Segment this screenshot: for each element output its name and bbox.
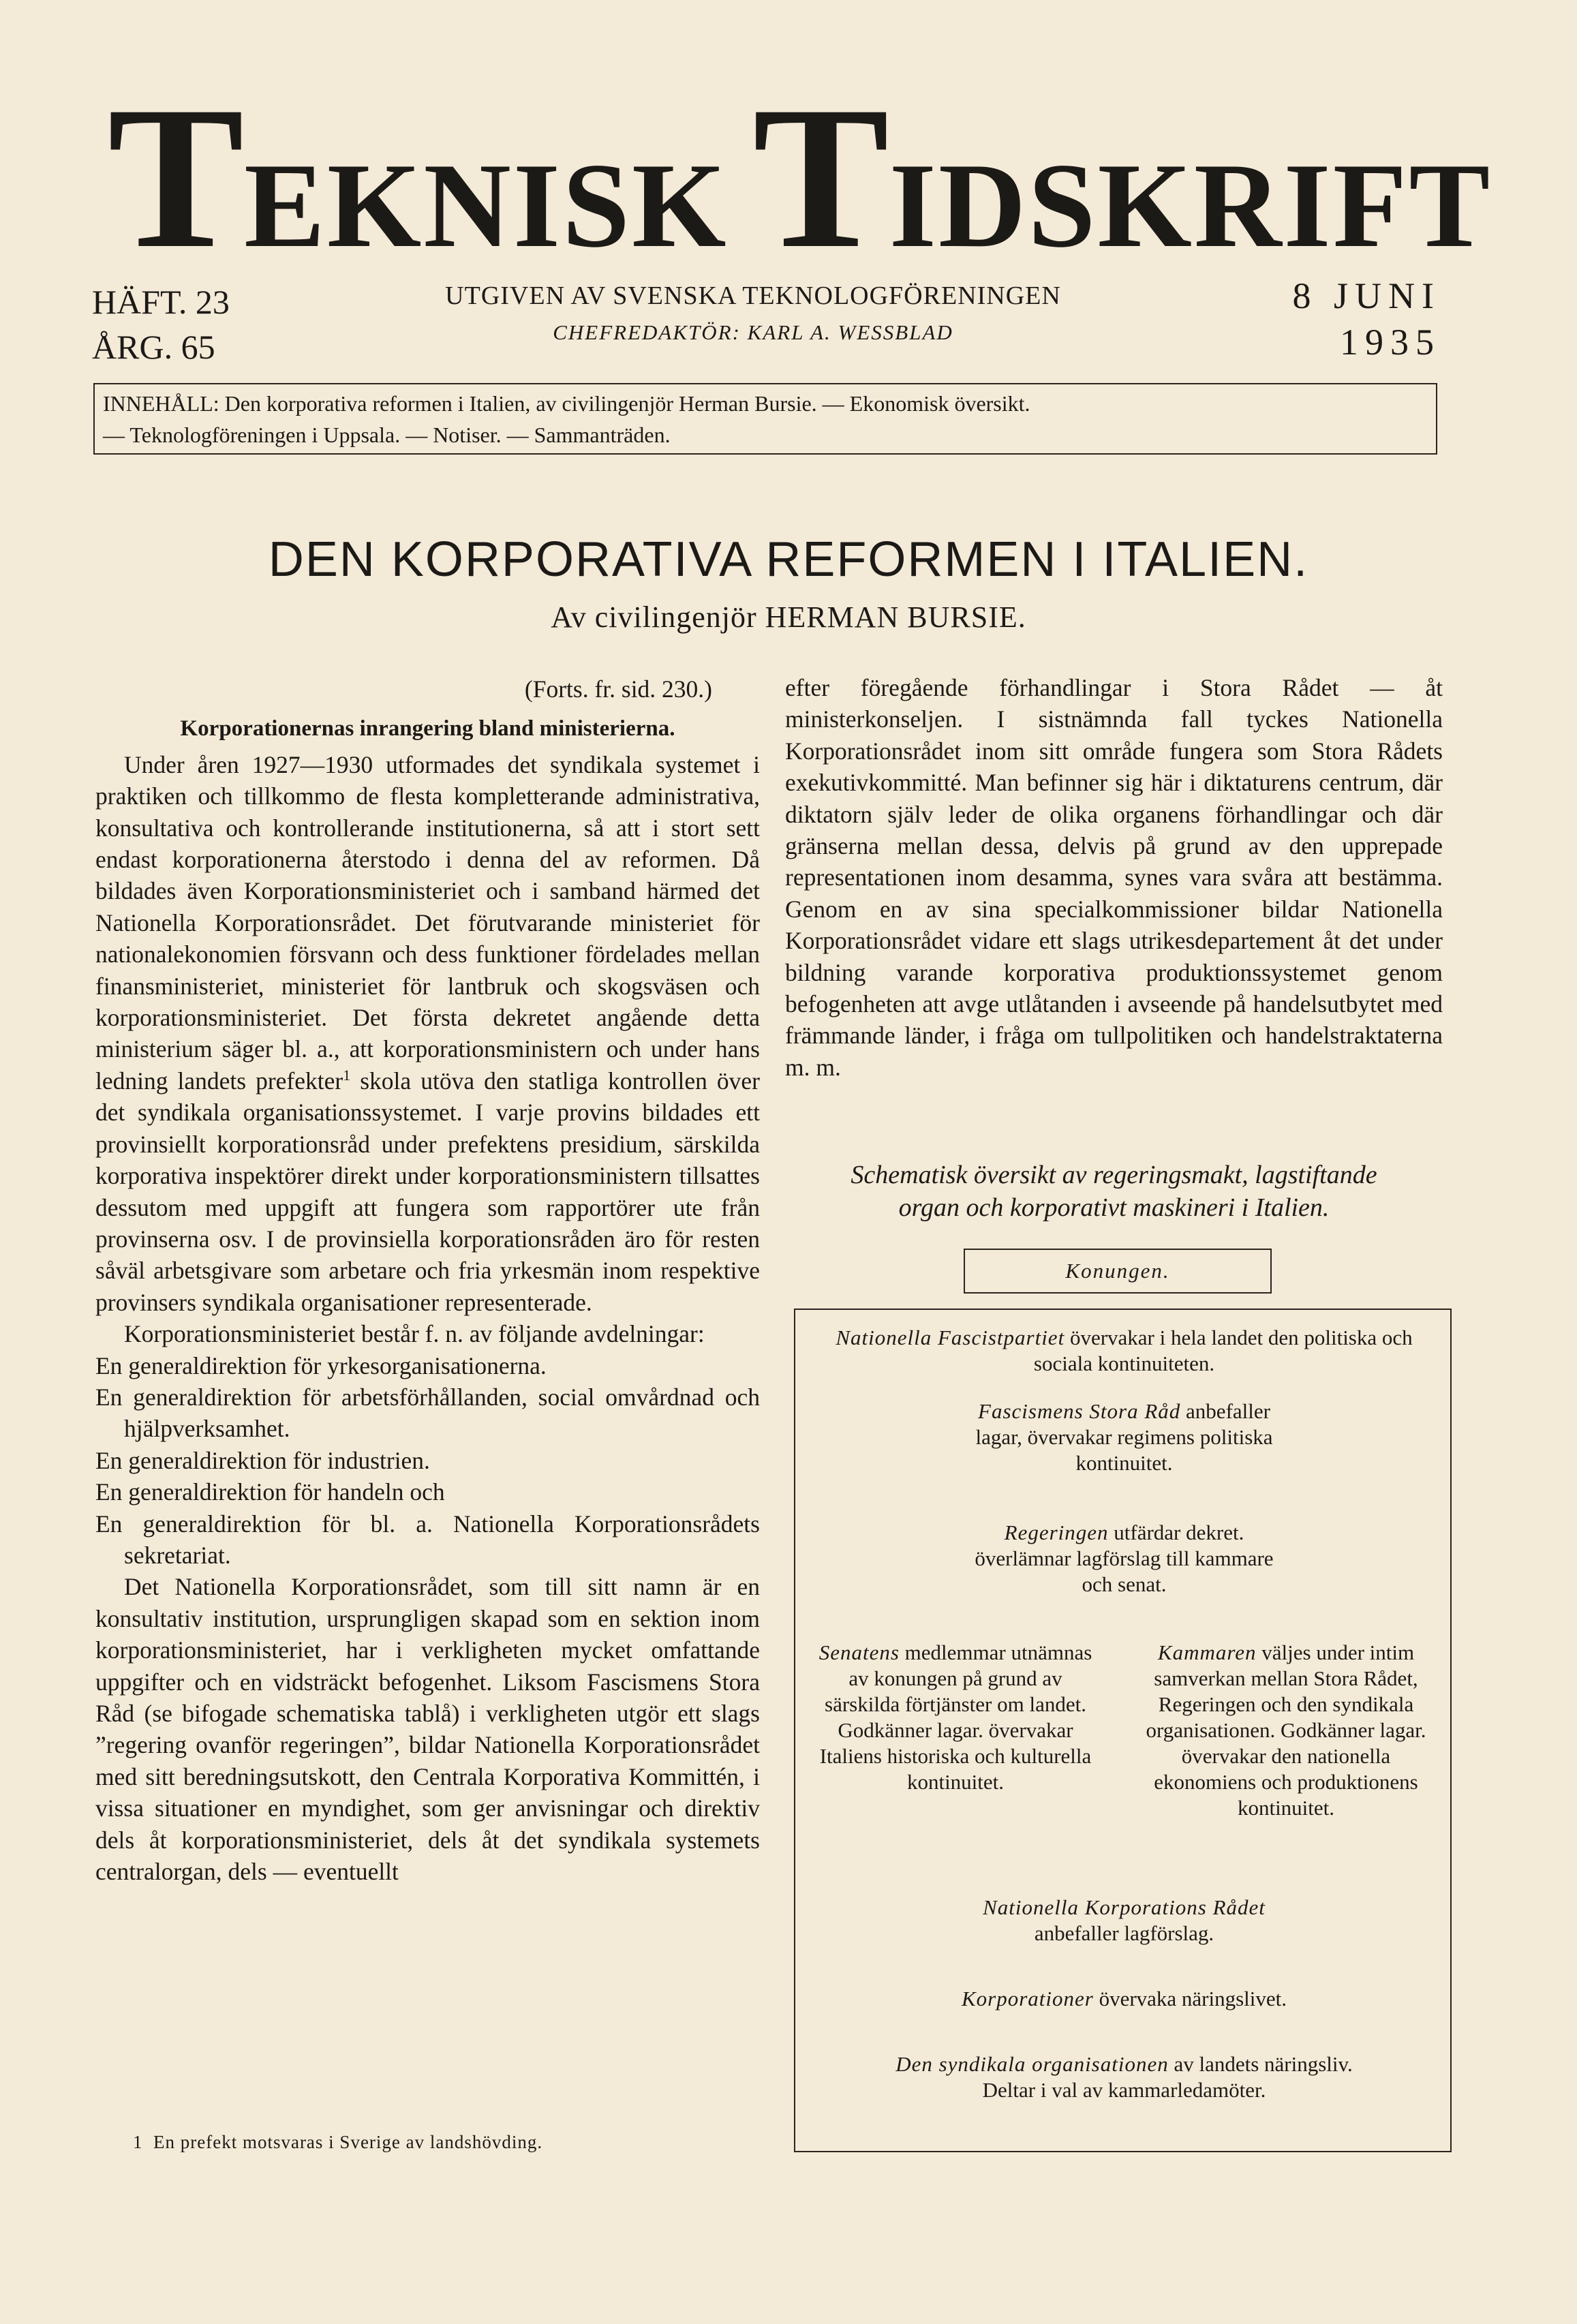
publisher-info: [327, 278, 1179, 352]
volume-number: ÅRG. 65: [92, 328, 215, 366]
issue-year: 1935: [1340, 322, 1441, 363]
schema-party: Nationella Fascistpartiet övervakar i hela landet den politiska och sociala kontinuiteten.: [836, 1326, 1413, 1375]
list-item: En generaldirektion för arbetsförhållanden, social omvårdnad och hjälpverksamhet.: [95, 1383, 760, 1443]
schema-national-corporation-council: Nationella Korporations Rådet anbefaller lagförslag.: [983, 1895, 1266, 1945]
date-info: [1293, 273, 1441, 365]
left-column: [95, 673, 760, 1887]
schema-box: [794, 1309, 1452, 2152]
paragraph: Korporationsministeriet består f. n. av följande avdelningar:: [124, 1320, 705, 1348]
footnote-ref: 1: [343, 1067, 351, 1084]
article-byline: Av civilingenjör HERMAN BURSIE.: [551, 600, 1026, 634]
schema-grand-council: Fascismens Stora Råd anbefaller lagar, övervakar regimens politiska kontinuitet.: [975, 1399, 1273, 1475]
schema-syndical-organisation: Den syndikala organisationen av landets näringsliv. Deltar i val av kammarledamöter.: [895, 2052, 1353, 2102]
contents-line-2: — Teknologföreningen i Uppsala. — Notiser. — Sammanträden.: [103, 423, 671, 447]
right-column: [785, 672, 1443, 1083]
editor: CHEFREDAKTÖR: KARL A. WESSBLAD: [553, 320, 953, 344]
paragraph: efter föregående förhandlingar i Stora Rådet — åt ministerkonseljen. I sistnämnda fall tyckes Nationella Korporationsrådet inom sitt område fungera som Stora Rådets exekutivkommitté. Man befinner sig här i diktaturens centrum, där diktatorn själv leder de olika organens förhandlingar och där gränserna mellan dessa, delvis på grund av den upprepade representationen inom desamma, synes vara svåra att bestämma. Genom en av sina specialkommissioner bildar Nationella Korporationsrådet vidare ett slags utrikesdepartement åt det under bildning varande korporativa produktionssystemet genom befogenheten att avge utlåtanden i avseende på handelsutbytet med främmande länder, i fråga om tullpolitiken och handelstraktaterna m. m.: [785, 674, 1443, 1081]
masthead: [95, 64, 1492, 290]
schema-senate: Senatens medlemmar utnämnas av konungen på grund av särskilda förtjänster om landet. Godkänner lagar. övervakar Italiens historiska och kulturella kontinuitet.: [818, 1640, 1092, 1794]
paragraph: Under åren 1927—1930 utformades det syndikala systemet i praktiken och tillkommo de flesta kompletterande administrativa, konsultativa och kontrollerande institutionerna, så att i stort sett endast korporationerna återstodo i denna del av reformen. Då bildades även Korporationsministeriet och i samband härmed det Nationella Korporationsrådet. Det förutvarande ministeriet för nationalekonomien försvann och dess funktioner fördelades mellan finansministeriet, ministeriet för lantbruk och skogsväsen och korporationsministeriet. Det första dekretet angående detta ministerium säger bl. a., att korporationsministern och under hans ledning landets prefekter$^1$ skola utöva den statliga kontrollen över det syndikala organisationssystemet. I varje provins bildades ett provinsiellt korporationsråd under prefektens presidium, särskilda korporativa inspektörer direkt under korporationsministern tillsattes dessutom med uppgift att fungera som rapportörer ute från provinserna osv. I de provinsiella korporationsråden äro för resten såväl arbetsgivare som arbetare och fria yrkesmän inom respektive provinsers syndikala organisationer representerade.: [95, 750, 760, 1316]
list-item: En generaldirektion för bl. a. Nationella Korporationsrådets sekretariat.: [95, 1510, 760, 1569]
paragraph: Det Nationella Korporationsrådet, som till sitt namn är en konsultativ institution, ursprungligen skapad som en sektion inom korporationsministeriet, har i verkligheten mycket omfattande uppgifter och en vidsträckt befogenhet. Liksom Fascismens Stora Råd (se bifogade schematiska tablå) i verkligheten utgör ett slags ”regering ovanför regeringen”, bildar Nationella Korporationsrådet med sitt beredningsutskott, den Centrala Korporativa Kommittén, i vissa situationer en myndighet, som ger anvisningar och direktiv dels åt korporationsministeriet, dels åt det syndikala systemets centralorgan, dels — eventuellt: [95, 1573, 760, 1886]
schema-title: Schematisk översikt av regeringsmakt, lagstiftande organ och korporativt maskineri i Italien.: [851, 1161, 1377, 1222]
list-item: En generaldirektion för industrien.: [95, 1446, 430, 1474]
list-item: En generaldirektion för handeln och: [95, 1478, 445, 1506]
article-title: DEN KORPORATIVA REFORMEN I ITALIEN.: [268, 532, 1309, 587]
contents-line-1: INNEHÅLL: Den korporativa reformen i Italien, av civilingenjör Herman Bursie. — Ekonomisk översikt.: [103, 391, 1030, 416]
continuation-note: (Forts. fr. sid. 230.): [524, 675, 712, 703]
schema-corporations: Korporationer övervaka näringslivet.: [961, 1987, 1287, 2010]
contents-box: [93, 383, 1437, 455]
footnote: 1 En prefekt motsvaras i Sverige av landshövding.: [133, 2132, 543, 2152]
schema-king-box: Konungen.: [964, 1249, 1272, 1294]
masthead-word-tidskrift: TIDSKRIFT: [752, 64, 1492, 290]
masthead-word-teknisk: TEKNISK: [108, 64, 729, 290]
issue-date: 8 JUNI: [1292, 275, 1441, 316]
issue-info: [92, 279, 230, 369]
schema-government: Regeringen utfärdar dekret. överlämnar lagförslag till kammare och senat.: [975, 1520, 1274, 1596]
schema-chamber: Kammaren väljes under intim samverkan mellan Stora Rådet, Regeringen och den syndikala organisationen. Godkänner lagar. övervakar den nationella ekonomiens och produktionens kontinuitet.: [1146, 1640, 1426, 1820]
publisher: UTGIVEN AV SVENSKA TEKNOLOGFÖRENINGEN: [445, 281, 1061, 310]
list-item: En generaldirektion för yrkesorganisationerna.: [95, 1351, 547, 1379]
section-heading: Korporationernas inrangering bland ministerierna.: [180, 716, 675, 741]
issue-number: HÄFT. 23: [92, 283, 230, 321]
